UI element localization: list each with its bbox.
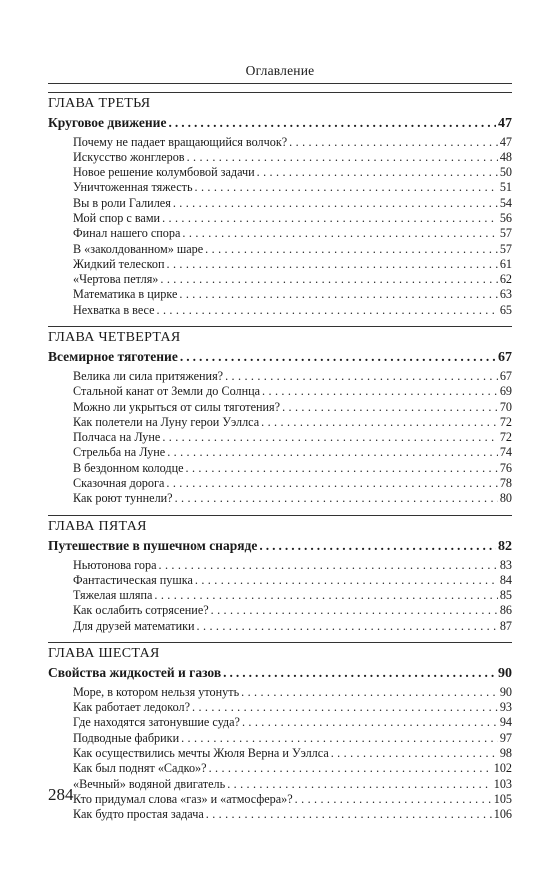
entry-page-number: 105 [493,791,512,806]
dot-leader [205,242,498,257]
entry-title: Где находятся затонувшие суда? [73,715,240,730]
entry-title: Почему не падает вращающийся волчок? [73,134,288,149]
entry-title: Море, в котором нельзя утонуть [73,684,240,699]
toc-entry[interactable] [48,242,512,257]
toc-entry[interactable] [48,731,512,746]
toc-entry[interactable] [48,603,512,618]
toc-entry[interactable] [48,430,512,445]
entry-list [48,367,512,507]
toc-entry[interactable] [48,491,512,506]
section-page-number: 82 [498,539,512,555]
dot-leader [197,619,498,634]
dot-leader [331,746,498,761]
section-page-number: 90 [498,666,512,682]
dot-leader [168,113,496,133]
dot-leader [173,196,498,211]
dot-leader [160,272,497,287]
entry-list [48,133,512,319]
entry-title: Вы в роли Галилея [73,195,171,210]
entry-page-number: 102 [493,761,512,776]
toc-entry[interactable] [48,746,512,761]
toc-entry[interactable] [48,777,512,792]
entry-title: «Вечный» водяной двигатель [73,776,226,791]
entry-page-number: 56 [499,210,512,225]
toc-entry[interactable] [48,573,512,588]
entry-title: Стальной канат от Земли до Солнца [73,384,261,399]
entry-title: Ньютонова гора [73,557,157,572]
entry-page-number: 80 [499,491,512,506]
entry-page-number: 57 [499,241,512,256]
section-title: Круговое движение [48,115,167,130]
entry-title: Велика ли сила притяжения? [73,368,224,383]
section-heading[interactable] [48,347,512,367]
entry-page-number: 98 [499,746,512,761]
toc-entry[interactable] [48,211,512,226]
entry-title: Нехватка в весе [73,302,155,317]
entry-title: Как работает ледокол? [73,700,191,715]
entry-page-number: 87 [499,618,512,633]
dot-leader [181,731,498,746]
entry-title: Искусство жонглеров [73,149,185,164]
toc-entry[interactable] [48,807,512,822]
toc-entry[interactable] [48,257,512,272]
entry-page-number: 74 [499,445,512,460]
entry-title: Подводные фабрики [73,730,180,745]
entry-page-number: 70 [499,399,512,414]
running-header: Оглавление [245,63,315,78]
entry-page-number: 63 [499,287,512,302]
dot-leader [225,369,498,384]
section-heading[interactable] [48,113,512,133]
dot-leader [187,150,498,165]
dot-leader [175,491,498,506]
chapter-rule [48,92,512,93]
entry-title: Уничтоженная тяжесть [73,180,193,195]
chapter-title: ГЛАВА ТРЕТЬЯ [48,96,151,111]
dot-leader [186,461,498,476]
entry-page-number: 86 [499,603,512,618]
dot-leader [162,430,497,445]
dot-leader [241,685,498,700]
entry-title: Стрельба на Луне [73,445,166,460]
dot-leader [195,180,498,195]
toc-entry[interactable] [48,226,512,241]
entry-title: Кто придумал слова «газ» и «атмосфера»? [73,791,293,806]
toc-entry[interactable] [48,445,512,460]
toc-entry[interactable] [48,558,512,573]
entry-title: Полчаса на Луне [73,430,161,445]
toc-entry[interactable] [48,588,512,603]
dot-leader [211,603,498,618]
toc-entry[interactable] [48,761,512,776]
toc-entry[interactable] [48,415,512,430]
entry-page-number: 54 [499,195,512,210]
dot-leader [209,761,492,776]
header-rule [48,83,512,84]
entry-page-number: 78 [499,476,512,491]
chapter-block [48,326,512,506]
dot-leader [166,476,497,491]
toc-entry[interactable] [48,369,512,384]
entry-title: Фантастическая пушка [73,572,193,587]
entry-page-number: 97 [499,730,512,745]
entry-page-number: 90 [499,684,512,699]
dot-leader [261,415,498,430]
section-heading[interactable] [48,536,512,556]
dot-leader [180,347,496,367]
chapter-title: ГЛАВА ШЕСТАЯ [48,646,160,662]
entry-page-number: 51 [499,180,512,195]
entry-title: Как осуществились мечты Жюля Верна и Уэллса [73,746,329,761]
entry-page-number: 69 [499,384,512,399]
entry-title: В «заколдованном» шаре [73,241,204,256]
entry-title: Финал нашего спора [73,226,181,241]
dot-leader [206,807,492,822]
section-title: Всемирное тяготение [48,349,178,365]
toc-entry[interactable] [48,700,512,715]
section-title: Путешествие в пушечном снаряде [48,538,258,554]
entry-page-number: 57 [499,226,512,241]
dot-leader [167,445,498,460]
dot-leader [242,715,498,730]
entry-page-number: 84 [499,572,512,587]
section-title: Свойства жидкостей и газов [48,665,222,681]
entry-title: Для друзей математики [73,618,195,633]
entry-list [48,683,512,823]
entry-title: Мой спор с вами [73,210,161,225]
dot-leader [289,135,498,150]
dot-leader [223,663,496,683]
chapter-rule [48,515,512,516]
section-page-number: 47 [498,116,512,131]
entry-title: Новое решение колумбовой задачи [73,165,255,180]
toc-entry[interactable] [48,384,512,399]
entry-page-number: 85 [499,588,512,603]
entry-title: Как ослабить сотрясение? [73,603,209,618]
entry-title: Как будто простая задача [73,807,204,822]
toc-entry[interactable] [48,303,512,318]
entry-page-number: 72 [499,414,512,429]
toc-entry[interactable] [48,272,512,287]
entry-page-number: 94 [499,715,512,730]
entry-page-number: 76 [499,460,512,475]
chapter-block [48,92,512,318]
entry-page-number: 67 [499,368,512,383]
dot-leader [157,303,498,318]
entry-title: Математика в цирке [73,287,178,302]
entry-title: Можно ли укрыться от силы тяготения? [73,399,281,414]
dot-leader [259,536,496,556]
book-page [48,0,512,880]
entry-page-number: 47 [499,134,512,149]
entry-page-number: 50 [499,165,512,180]
entry-page-number: 103 [493,776,512,791]
toc-entry[interactable] [48,461,512,476]
entry-title: Тяжелая шляпа [73,588,153,603]
dot-leader [282,400,498,415]
table-of-contents [48,92,512,823]
entry-page-number: 61 [499,256,512,271]
entry-title: Жидкий телескоп [73,256,165,271]
dot-leader [195,573,498,588]
entry-page-number: 93 [499,700,512,715]
dot-leader [182,226,497,241]
toc-entry[interactable] [48,180,512,195]
page-number: 284 [48,785,74,804]
toc-entry[interactable] [48,287,512,302]
entry-title: Сказочная дорога [73,476,165,491]
chapter-rule [48,642,512,643]
dot-leader [154,588,497,603]
entry-page-number: 72 [499,430,512,445]
entry-page-number: 83 [499,557,512,572]
entry-title: «Чертова петля» [73,272,159,287]
chapter-block [48,515,512,634]
dot-leader [179,287,497,302]
toc-entry[interactable] [48,196,512,211]
entry-list [48,556,512,634]
chapter-block [48,642,512,822]
entry-title: Как роют туннели? [73,491,173,506]
entry-title: Как был поднят «Садко»? [73,761,207,776]
toc-entry[interactable] [48,150,512,165]
dot-leader [167,257,498,272]
dot-leader [159,558,498,573]
toc-entry[interactable] [48,715,512,730]
chapter-title: ГЛАВА ЧЕТВЕРТАЯ [48,330,181,346]
dot-leader [227,777,492,792]
toc-entry[interactable] [48,792,512,807]
section-page-number: 67 [498,350,512,366]
dot-leader [257,165,498,180]
dot-leader [162,211,498,226]
entry-title: Как полетели на Луну герои Уэллса [73,414,260,429]
toc-entry[interactable] [48,685,512,700]
toc-entry[interactable] [48,476,512,491]
toc-entry[interactable] [48,400,512,415]
dot-leader [192,700,498,715]
entry-page-number: 48 [499,149,512,164]
dot-leader [262,384,498,399]
entry-page-number: 62 [499,272,512,287]
toc-entry[interactable] [48,619,512,634]
chapter-title: ГЛАВА ПЯТАЯ [48,519,147,535]
toc-entry[interactable] [48,135,512,150]
chapter-rule [48,326,512,327]
section-heading[interactable] [48,663,512,683]
entry-page-number: 65 [499,302,512,317]
entry-page-number: 106 [493,807,512,822]
dot-leader [295,792,492,807]
toc-entry[interactable] [48,165,512,180]
entry-title: В бездонном колодце [73,460,184,475]
